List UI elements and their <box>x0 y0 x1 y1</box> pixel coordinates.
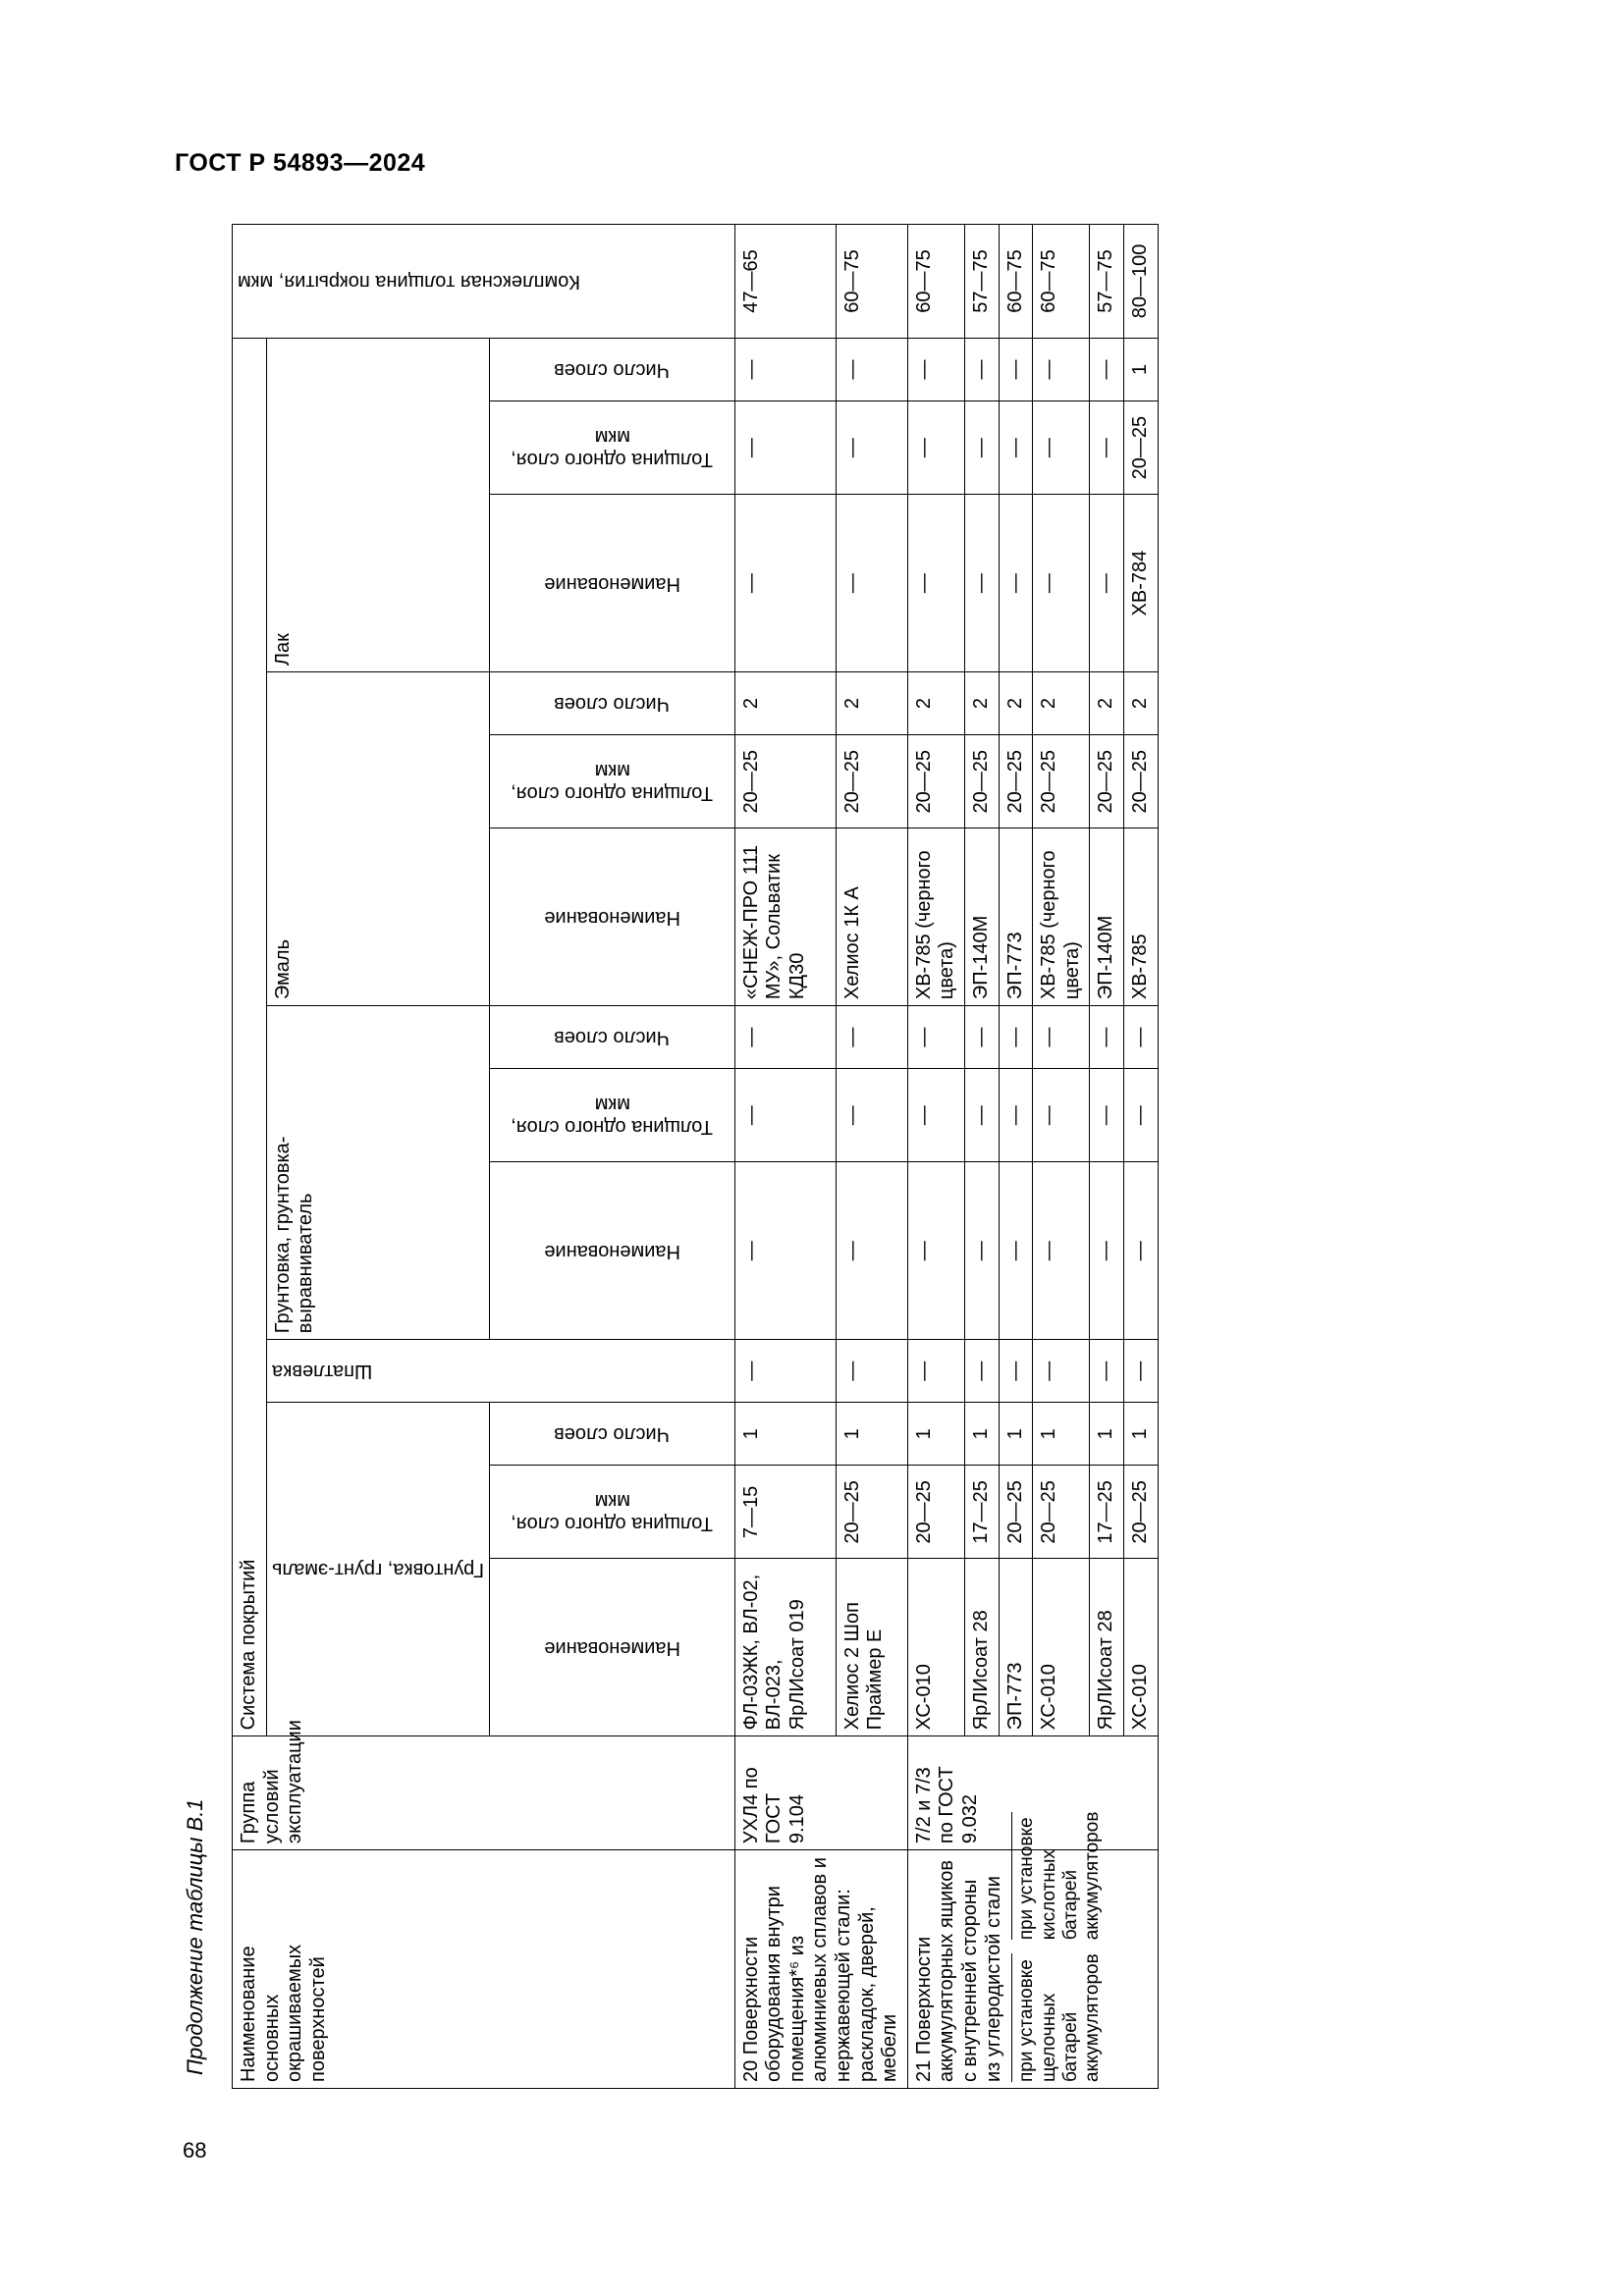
cell-varnish-layers: — <box>999 338 1033 400</box>
cell-primer-filler-layers: — <box>1123 1006 1158 1069</box>
cell-varnish-name: — <box>734 495 836 672</box>
cell-varnish-name: — <box>836 495 907 672</box>
cell-surfaces: 21 Поверхности аккумуляторных ящиков с внутренней стороны из углеродистой стали при установке щелочных батарей аккумуляторов при установке кислотных батарей аккумуляторов <box>907 1850 1158 2089</box>
cell-primer-enamel-name: ФЛ-03ЖК, ВЛ-02, ВЛ-023, ЯрЛИсоат 019 <box>734 1559 836 1736</box>
header-varnish: Лак <box>266 338 489 671</box>
header-va-thickness: Толщина одного слоя, мкм <box>489 401 734 495</box>
subgroup-label: при установке кислотных батарей аккумуляторов <box>1011 1812 1105 1941</box>
cell-putty: — <box>999 1340 1033 1403</box>
cell-enamel-name: «СНЕЖ-ПРО 111 МУ», Сольватик КД30 <box>734 828 836 1006</box>
header-va-layers: Число слоев <box>489 338 734 400</box>
header-total-thickness: Комплексная толщина покрытия, мкм <box>233 225 735 339</box>
cell-putty: — <box>964 1340 999 1403</box>
cell-primer-filler-layers: — <box>1090 1006 1124 1069</box>
cell-total: 60—75 <box>836 225 907 339</box>
cell-primer-filler-thickness: — <box>1123 1069 1158 1162</box>
cell-enamel-layers: 2 <box>836 672 907 735</box>
cell-enamel-thickness: 20—25 <box>1090 735 1124 828</box>
cell-primer-filler-thickness: — <box>1033 1069 1090 1162</box>
cell-varnish-layers: — <box>1090 338 1124 400</box>
header-pe-thickness: Толщина одного слоя, мкм <box>489 1466 734 1559</box>
cell-primer-enamel-layers: 1 <box>836 1403 907 1466</box>
cell-enamel-name: ХВ-785 <box>1123 828 1158 1006</box>
cell-enamel-layers: 2 <box>734 672 836 735</box>
cell-total: 57—75 <box>1090 225 1124 339</box>
cell-total: 60—75 <box>907 225 964 339</box>
cell-primer-filler-name: — <box>836 1162 907 1340</box>
cell-primer-enamel-name: ЭП-773 <box>999 1559 1033 1736</box>
cell-primer-filler-layers: — <box>907 1006 964 1069</box>
cell-enamel-thickness: 20—25 <box>907 735 964 828</box>
cell-enamel-name: ЭП-140М <box>1090 828 1124 1006</box>
cell-primer-filler-name: — <box>1033 1162 1090 1340</box>
cell-primer-filler-thickness: — <box>1090 1069 1124 1162</box>
cell-primer-enamel-layers: 1 <box>964 1403 999 1466</box>
page-number: 68 <box>183 2138 207 2163</box>
cell-primer-enamel-name: ХС-010 <box>907 1559 964 1736</box>
header-surfaces: Наименование основных окрашиваемых поверхностей <box>233 1850 735 2089</box>
header-en-thickness: Толщина одного слоя, мкм <box>489 735 734 828</box>
cell-varnish-layers: — <box>836 338 907 400</box>
cell-varnish-name: — <box>999 495 1033 672</box>
cell-surfaces: 20 Поверхности оборудования внутри помещения*⁶ из алюминиевых сплавов и нержавеющей стали: раскладок, дверей, мебели <box>734 1850 907 2089</box>
cell-primer-filler-layers: — <box>836 1006 907 1069</box>
cell-primer-enamel-thickness: 17—25 <box>964 1466 999 1559</box>
cell-varnish-thickness: — <box>1090 401 1124 495</box>
cell-primer-filler-name: — <box>964 1162 999 1340</box>
cell-total: 80—100 <box>1123 225 1158 339</box>
cell-varnish-thickness: — <box>734 401 836 495</box>
cell-total: 60—75 <box>999 225 1033 339</box>
table-row <box>907 225 964 2089</box>
cell-primer-enamel-layers: 1 <box>1123 1403 1158 1466</box>
cell-primer-enamel-thickness: 20—25 <box>999 1466 1033 1559</box>
cell-primer-filler-name: — <box>1123 1162 1158 1340</box>
cell-varnish-name: — <box>964 495 999 672</box>
header-enamel: Эмаль <box>266 672 489 1006</box>
header-coating-system: Система покрытий <box>233 338 267 1735</box>
cell-varnish-thickness: — <box>1033 401 1090 495</box>
header-group: Группа условий эксплуатации <box>233 1736 735 1850</box>
cell-primer-enamel-thickness: 20—25 <box>907 1466 964 1559</box>
header-en-layers: Число слоев <box>489 672 734 735</box>
table-header-row-1 <box>233 225 267 2089</box>
cell-putty: — <box>1123 1340 1158 1403</box>
cell-primer-enamel-layers: 1 <box>1033 1403 1090 1466</box>
cell-putty: — <box>1033 1340 1090 1403</box>
cell-primer-enamel-name: ЯрЛИсоат 28 <box>1090 1559 1124 1736</box>
coating-system-table <box>232 224 1159 2089</box>
standard-header: ГОСТ Р 54893—2024 <box>175 149 426 177</box>
cell-primer-filler-name: — <box>907 1162 964 1340</box>
cell-primer-filler-layers: — <box>1033 1006 1090 1069</box>
cell-varnish-layers: 1 <box>1123 338 1158 400</box>
cell-primer-filler-thickness: — <box>999 1069 1033 1162</box>
cell-primer-filler-thickness: — <box>836 1069 907 1162</box>
cell-primer-enamel-thickness: 20—25 <box>1123 1466 1158 1559</box>
cell-varnish-thickness: 20—25 <box>1123 401 1158 495</box>
cell-primer-filler-name: — <box>734 1162 836 1340</box>
cell-group: 7/2 и 7/3 по ГОСТ 9.032 <box>907 1736 1158 1850</box>
header-pf-name: Наименование <box>489 1162 734 1340</box>
cell-enamel-layers: 2 <box>999 672 1033 735</box>
cell-primer-enamel-name: Хелиос 2 Шоп Праймер Е <box>836 1559 907 1736</box>
cell-primer-enamel-layers: 1 <box>907 1403 964 1466</box>
header-primer-filler: Грунтовка, грунтовка-выравниватель <box>266 1006 489 1340</box>
cell-primer-enamel-thickness: 20—25 <box>836 1466 907 1559</box>
cell-primer-enamel-name: ХС-010 <box>1033 1559 1090 1736</box>
cell-enamel-thickness: 20—25 <box>836 735 907 828</box>
coating-system-table-wrapper <box>232 224 1346 2089</box>
cell-enamel-layers: 2 <box>1033 672 1090 735</box>
cell-enamel-name: ЭП-773 <box>999 828 1033 1006</box>
cell-enamel-thickness: 20—25 <box>1123 735 1158 828</box>
cell-total: 57—75 <box>964 225 999 339</box>
cell-primer-enamel-name: ЯрЛИсоат 28 <box>964 1559 999 1736</box>
header-pf-thickness: Толщина одного слоя, мкм <box>489 1069 734 1162</box>
cell-primer-enamel-layers: 1 <box>734 1403 836 1466</box>
cell-putty: — <box>1090 1340 1124 1403</box>
cell-primer-enamel-thickness: 7—15 <box>734 1466 836 1559</box>
cell-varnish-thickness: — <box>964 401 999 495</box>
cell-varnish-thickness: — <box>907 401 964 495</box>
header-putty: Шпатлевка <box>266 1340 734 1403</box>
cell-varnish-name: — <box>907 495 964 672</box>
cell-enamel-name: ХВ-785 (черного цвета) <box>907 828 964 1006</box>
cell-varnish-name: ХВ-784 <box>1123 495 1158 672</box>
cell-varnish-name: — <box>1033 495 1090 672</box>
header-en-name: Наименование <box>489 828 734 1006</box>
cell-putty: — <box>734 1340 836 1403</box>
header-pf-layers: Число слоев <box>489 1006 734 1069</box>
cell-enamel-layers: 2 <box>1090 672 1124 735</box>
table-row <box>734 225 836 2089</box>
cell-group: УХЛ4 по ГОСТ 9.104 <box>734 1736 907 1850</box>
cell-primer-enamel-layers: 1 <box>999 1403 1033 1466</box>
cell-primer-filler-layers: — <box>999 1006 1033 1069</box>
cell-primer-filler-name: — <box>999 1162 1033 1340</box>
cell-enamel-layers: 2 <box>964 672 999 735</box>
cell-primer-filler-thickness: — <box>734 1069 836 1162</box>
cell-primer-filler-thickness: — <box>907 1069 964 1162</box>
cell-primer-filler-name: — <box>1090 1162 1124 1340</box>
cell-enamel-thickness: 20—25 <box>1033 735 1090 828</box>
subgroup-label: при установке щелочных батарей аккумуляторов <box>1011 1953 1105 2082</box>
cell-varnish-layers: — <box>964 338 999 400</box>
table-continuation-caption: Продолжение таблицы В.1 <box>183 1798 207 2075</box>
header-pe-name: Наименование <box>489 1559 734 1736</box>
cell-primer-enamel-name: ХС-010 <box>1123 1559 1158 1736</box>
cell-primer-enamel-layers: 1 <box>1090 1403 1124 1466</box>
cell-total: 60—75 <box>1033 225 1090 339</box>
cell-varnish-thickness: — <box>999 401 1033 495</box>
cell-primer-enamel-thickness: 17—25 <box>1090 1466 1124 1559</box>
cell-enamel-thickness: 20—25 <box>964 735 999 828</box>
cell-varnish-layers: — <box>907 338 964 400</box>
cell-enamel-thickness: 20—25 <box>999 735 1033 828</box>
header-primer-enamel: Грунтовка, грунт-эмаль <box>266 1403 489 1736</box>
cell-enamel-layers: 2 <box>1123 672 1158 735</box>
cell-total: 47—65 <box>734 225 836 339</box>
cell-putty: — <box>907 1340 964 1403</box>
cell-enamel-name: ЭП-140М <box>964 828 999 1006</box>
cell-primer-filler-thickness: — <box>964 1069 999 1162</box>
cell-varnish-layers: — <box>1033 338 1090 400</box>
cell-primer-filler-layers: — <box>964 1006 999 1069</box>
cell-enamel-layers: 2 <box>907 672 964 735</box>
cell-enamel-name: Хелиос 1К А <box>836 828 907 1006</box>
cell-enamel-thickness: 20—25 <box>734 735 836 828</box>
cell-enamel-name: ХВ-785 (черного цвета) <box>1033 828 1090 1006</box>
cell-primer-filler-layers: — <box>734 1006 836 1069</box>
cell-varnish-thickness: — <box>836 401 907 495</box>
header-va-name: Наименование <box>489 495 734 672</box>
cell-varnish-name: — <box>1090 495 1124 672</box>
cell-varnish-layers: — <box>734 338 836 400</box>
header-pe-layers: Число слоев <box>489 1403 734 1466</box>
cell-putty: — <box>836 1340 907 1403</box>
cell-primer-enamel-thickness: 20—25 <box>1033 1466 1090 1559</box>
